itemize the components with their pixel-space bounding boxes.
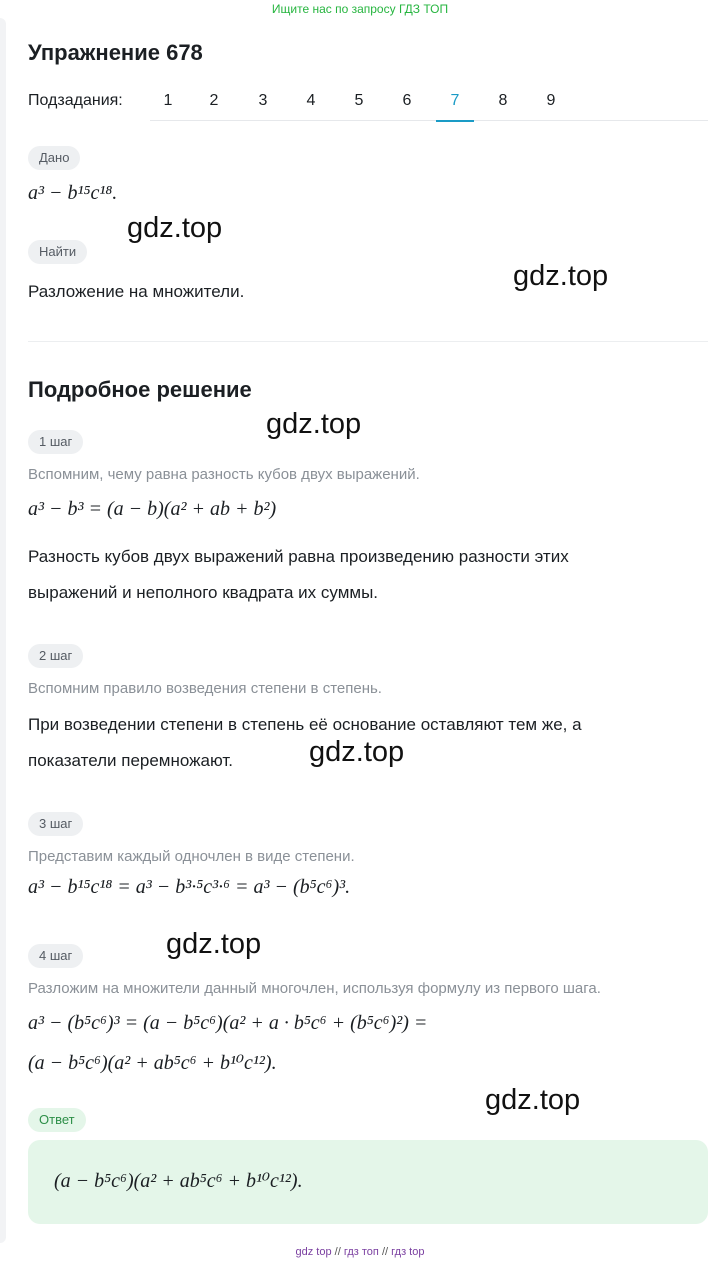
subtask-tab-1[interactable]: 1 bbox=[163, 92, 173, 109]
step-2-text-line-1: При возведении степени в степень её основание оставляют тем же, а bbox=[28, 715, 582, 734]
footer bbox=[0, 1246, 720, 1258]
subtask-tab-4[interactable]: 4 bbox=[306, 92, 316, 109]
subtasks-label: Подзадания: bbox=[28, 92, 123, 109]
step-3-hint: Представим каждый одночлен в виде степени. bbox=[28, 848, 355, 865]
step-2-badge: 2 шаг bbox=[28, 644, 83, 668]
watermark: gdz.top bbox=[266, 408, 362, 440]
find-badge: Найти bbox=[28, 240, 87, 264]
subtask-tab-3[interactable]: 3 bbox=[258, 92, 268, 109]
step-4-badge: 4 шаг bbox=[28, 944, 83, 968]
step-1-hint: Вспомним, чему равна разность кубов двух выражений. bbox=[28, 466, 420, 483]
footer-separator: // bbox=[334, 1246, 341, 1258]
step-3-badge: 3 шаг bbox=[28, 812, 83, 836]
top-banner[interactable]: Ищите нас по запросу ГДЗ ТОП bbox=[271, 2, 449, 16]
step-1-text-line-2: выражений и неполного квадрата их суммы. bbox=[28, 583, 379, 602]
footer-link-1[interactable]: gdz top bbox=[295, 1246, 332, 1258]
subtask-tab-2[interactable]: 2 bbox=[209, 92, 219, 109]
subtask-tab-8[interactable]: 8 bbox=[498, 92, 508, 109]
footer-separator: // bbox=[381, 1246, 389, 1258]
step-1-badge: 1 шаг bbox=[28, 430, 83, 454]
watermark: gdz.top bbox=[485, 1084, 581, 1116]
given-badge: Дано bbox=[28, 146, 80, 170]
exercise-title: Упражнение 678 bbox=[28, 40, 203, 65]
section-divider bbox=[28, 341, 708, 342]
answer-box bbox=[28, 1140, 708, 1224]
step-4-hint: Разложим на множители данный многочлен, используя формулу из первого шага. bbox=[28, 980, 601, 997]
answer-formula: (a − b⁵c⁶)(a² + ab⁵c⁶ + b¹⁰c¹²). bbox=[54, 1170, 303, 1192]
step-1-formula: a³ − b³ = (a − b)(a² + ab + b²) bbox=[28, 498, 277, 520]
subtask-tab-6[interactable]: 6 bbox=[402, 92, 412, 109]
watermark: gdz.top bbox=[309, 736, 405, 768]
watermark: gdz.top bbox=[127, 212, 223, 244]
given-expression: a³ − b¹⁵c¹⁸. bbox=[28, 182, 118, 204]
exercise-card bbox=[6, 18, 720, 1243]
watermark: gdz.top bbox=[513, 260, 609, 292]
solution-title: Подробное решение bbox=[28, 377, 252, 402]
step-3-formula: a³ − b¹⁵c¹⁸ = a³ − b³·⁵c³·⁶ = a³ − (b⁵c⁶)³. bbox=[28, 876, 351, 898]
footer-link-3[interactable]: гдз top bbox=[391, 1246, 425, 1258]
step-4-formula-line-1: a³ − (b⁵c⁶)³ = (a − b⁵c⁶)(a² + a · b⁵c⁶ + (b⁵c⁶)²) = bbox=[28, 1012, 428, 1034]
step-1-text-line-1: Разность кубов двух выражений равна произведению разности этих bbox=[28, 547, 569, 566]
find-text: Разложение на множители. bbox=[28, 282, 245, 301]
step-2-text-line-2: показатели перемножают. bbox=[28, 751, 233, 770]
step-2-hint: Вспомним правило возведения степени в степень. bbox=[28, 680, 382, 697]
step-4-formula-line-2: (a − b⁵c⁶)(a² + ab⁵c⁶ + b¹⁰c¹²). bbox=[28, 1052, 277, 1074]
answer-badge: Ответ bbox=[28, 1108, 86, 1132]
subtask-tab-9[interactable]: 9 bbox=[546, 92, 556, 109]
subtask-tab-5[interactable]: 5 bbox=[354, 92, 364, 109]
footer-link-2[interactable]: гдз топ bbox=[343, 1246, 379, 1258]
subtask-tab-7[interactable]: 7 bbox=[436, 90, 474, 122]
watermark: gdz.top bbox=[166, 928, 262, 960]
tabs-divider bbox=[150, 120, 708, 121]
